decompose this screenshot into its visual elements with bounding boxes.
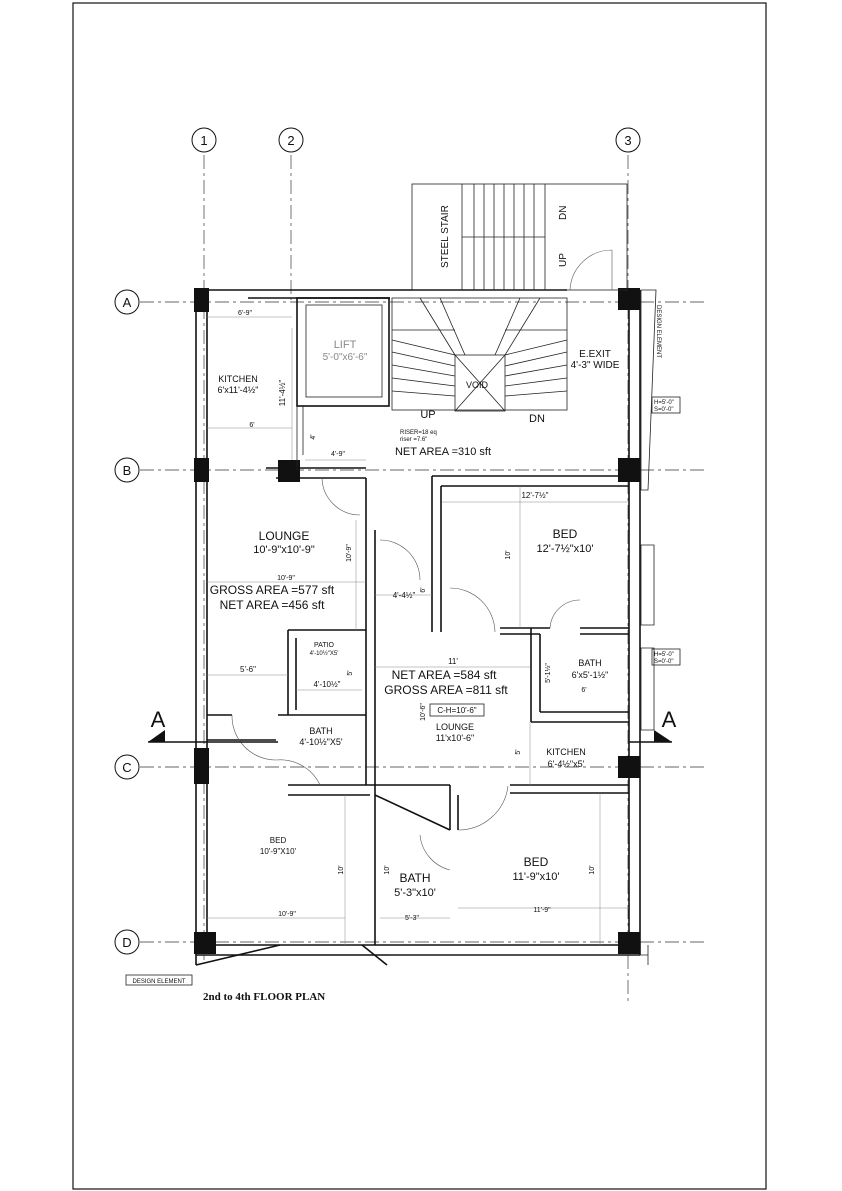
ceiling-height: C-H=10'-6" (437, 706, 477, 715)
dim-text: 4' (310, 434, 317, 440)
grid-bubble-3 (616, 128, 640, 152)
kitchen1-size: 6'x11'-4½" (217, 385, 259, 395)
dim-text: 6' (581, 687, 587, 694)
svg-text:B: B (122, 463, 132, 478)
dim-text: 4'-4½" (392, 591, 416, 600)
svg-text:2: 2 (287, 133, 295, 148)
lobby-up-label: UP (420, 409, 436, 421)
section-marker-right (629, 707, 677, 742)
bed2-size: 10'-9"X10' (259, 847, 297, 856)
dim-text: 4'-10½" (313, 680, 341, 689)
grid-bubble-b (115, 458, 139, 482)
height-label-2a: H=5'-0" (654, 652, 674, 658)
bath1-name: BATH (309, 726, 333, 736)
stair-dn-label: DN (558, 205, 569, 220)
bed1-size: 12'-7½"x10' (536, 543, 594, 555)
grid-bubble-d (115, 930, 139, 954)
dim-text: 10' (589, 865, 596, 875)
grid-bubble-2 (279, 128, 303, 152)
lobby-dn-label: DN (529, 413, 545, 425)
dim-text: 11'-9" (533, 907, 551, 914)
steel-stair-label: STEEL STAIR (440, 205, 451, 268)
design-element-strip (641, 290, 656, 490)
lounge2-name: LOUNGE (435, 722, 475, 732)
dim-text: 10' (505, 550, 512, 560)
bed2-name: BED (269, 836, 287, 845)
riser-count: RISER=18 eq (400, 430, 437, 436)
dim-text: 10' (338, 865, 345, 875)
lounge1-net-area: NET AREA =456 sft (219, 598, 325, 612)
grid-bubble-1 (192, 128, 216, 152)
patio-size: 4'-10½"X5' (309, 651, 339, 657)
svg-text:1: 1 (200, 133, 208, 148)
bath3-name: BATH (399, 871, 431, 885)
kitchen1-name: KITCHEN (218, 374, 258, 384)
void-label: VOID (465, 380, 489, 390)
dim-text: 5' (515, 749, 522, 755)
dim-text: 5'-3" (405, 915, 419, 922)
dim-text: 10'-6" (420, 703, 427, 721)
bed3-name: BED (523, 855, 549, 869)
lift-label: LIFT (333, 339, 357, 351)
plan-title: 2nd to 4th FLOOR PLAN (203, 991, 326, 1003)
grid-bubble-c (115, 755, 139, 779)
grid-bubble-a (115, 290, 139, 314)
section-marker-left (148, 707, 278, 742)
patio-name: PATIO (314, 642, 334, 649)
dim-text: 6' (420, 587, 427, 593)
exit-width: 4'-3" WIDE (570, 360, 620, 371)
dim-text: 5' (347, 670, 354, 676)
dim-text: 4'-9" (331, 451, 345, 458)
bath1-size: 4'-10½"X5' (299, 737, 343, 747)
dim-text: 5'-6" (240, 665, 256, 674)
svg-text:C: C (122, 760, 132, 775)
center-gross-area: GROSS AREA =811 sft (384, 683, 508, 697)
lounge1-gross-area: GROSS AREA =577 sft (209, 583, 335, 597)
exit-label: E.EXIT (579, 349, 611, 360)
lobby-net-area: NET AREA =310 sft (394, 446, 492, 458)
height-label-1a: H=5'-0" (654, 400, 674, 406)
lift-shaft (297, 298, 389, 470)
dim-text: 6'-9" (238, 310, 252, 317)
svg-text:D: D (122, 935, 132, 950)
kitchen2-name: KITCHEN (546, 747, 586, 757)
sheet-border (73, 3, 766, 1189)
dim-text: 10'-9" (277, 575, 295, 582)
dim-text: 10' (384, 865, 391, 875)
stair-up-label: UP (558, 253, 569, 267)
dim-text: 11'-4½" (278, 379, 287, 407)
bed3-size: 11'-9"x10' (512, 871, 560, 883)
dim-text: 10'-9" (278, 911, 296, 918)
kitchen2-size: 6'-4½"x5' (547, 759, 585, 769)
bath3-size: 5'-3"x10' (394, 887, 436, 899)
center-net-area: NET AREA =584 sft (391, 668, 497, 682)
height-label-1b: S=0'-0" (654, 407, 674, 413)
height-label-2b: S=0'-0" (654, 659, 674, 665)
svg-text:A: A (661, 707, 677, 732)
svg-text:A: A (150, 707, 166, 732)
bed1-name: BED (552, 527, 578, 541)
lounge2-size: 11'x10'-6" (435, 733, 475, 743)
dim-text: 12'-7½" (521, 491, 549, 500)
bath2-name: BATH (578, 658, 602, 668)
design-element-tag-text: DESIGN ELEMENT (132, 979, 186, 985)
dim-text: 6' (249, 422, 255, 429)
riser-height: riser =7.6" (400, 437, 428, 443)
design-element-label-top: DESIGN ELEMENT (655, 305, 661, 359)
dim-text: 11' (448, 657, 458, 666)
dim-text: 10'-9" (346, 544, 353, 562)
internal-stair (392, 298, 567, 411)
svg-text:3: 3 (624, 133, 632, 148)
lounge1-name: LOUNGE (258, 529, 310, 543)
dim-text: 5'-1½" (545, 663, 552, 683)
bath2-size: 6'x5'-1½" (571, 670, 609, 680)
svg-text:A: A (122, 295, 132, 310)
lift-size: 5'-0"x6'-6" (322, 352, 368, 363)
lounge1-size: 10'-9"x10'-9" (253, 544, 315, 556)
